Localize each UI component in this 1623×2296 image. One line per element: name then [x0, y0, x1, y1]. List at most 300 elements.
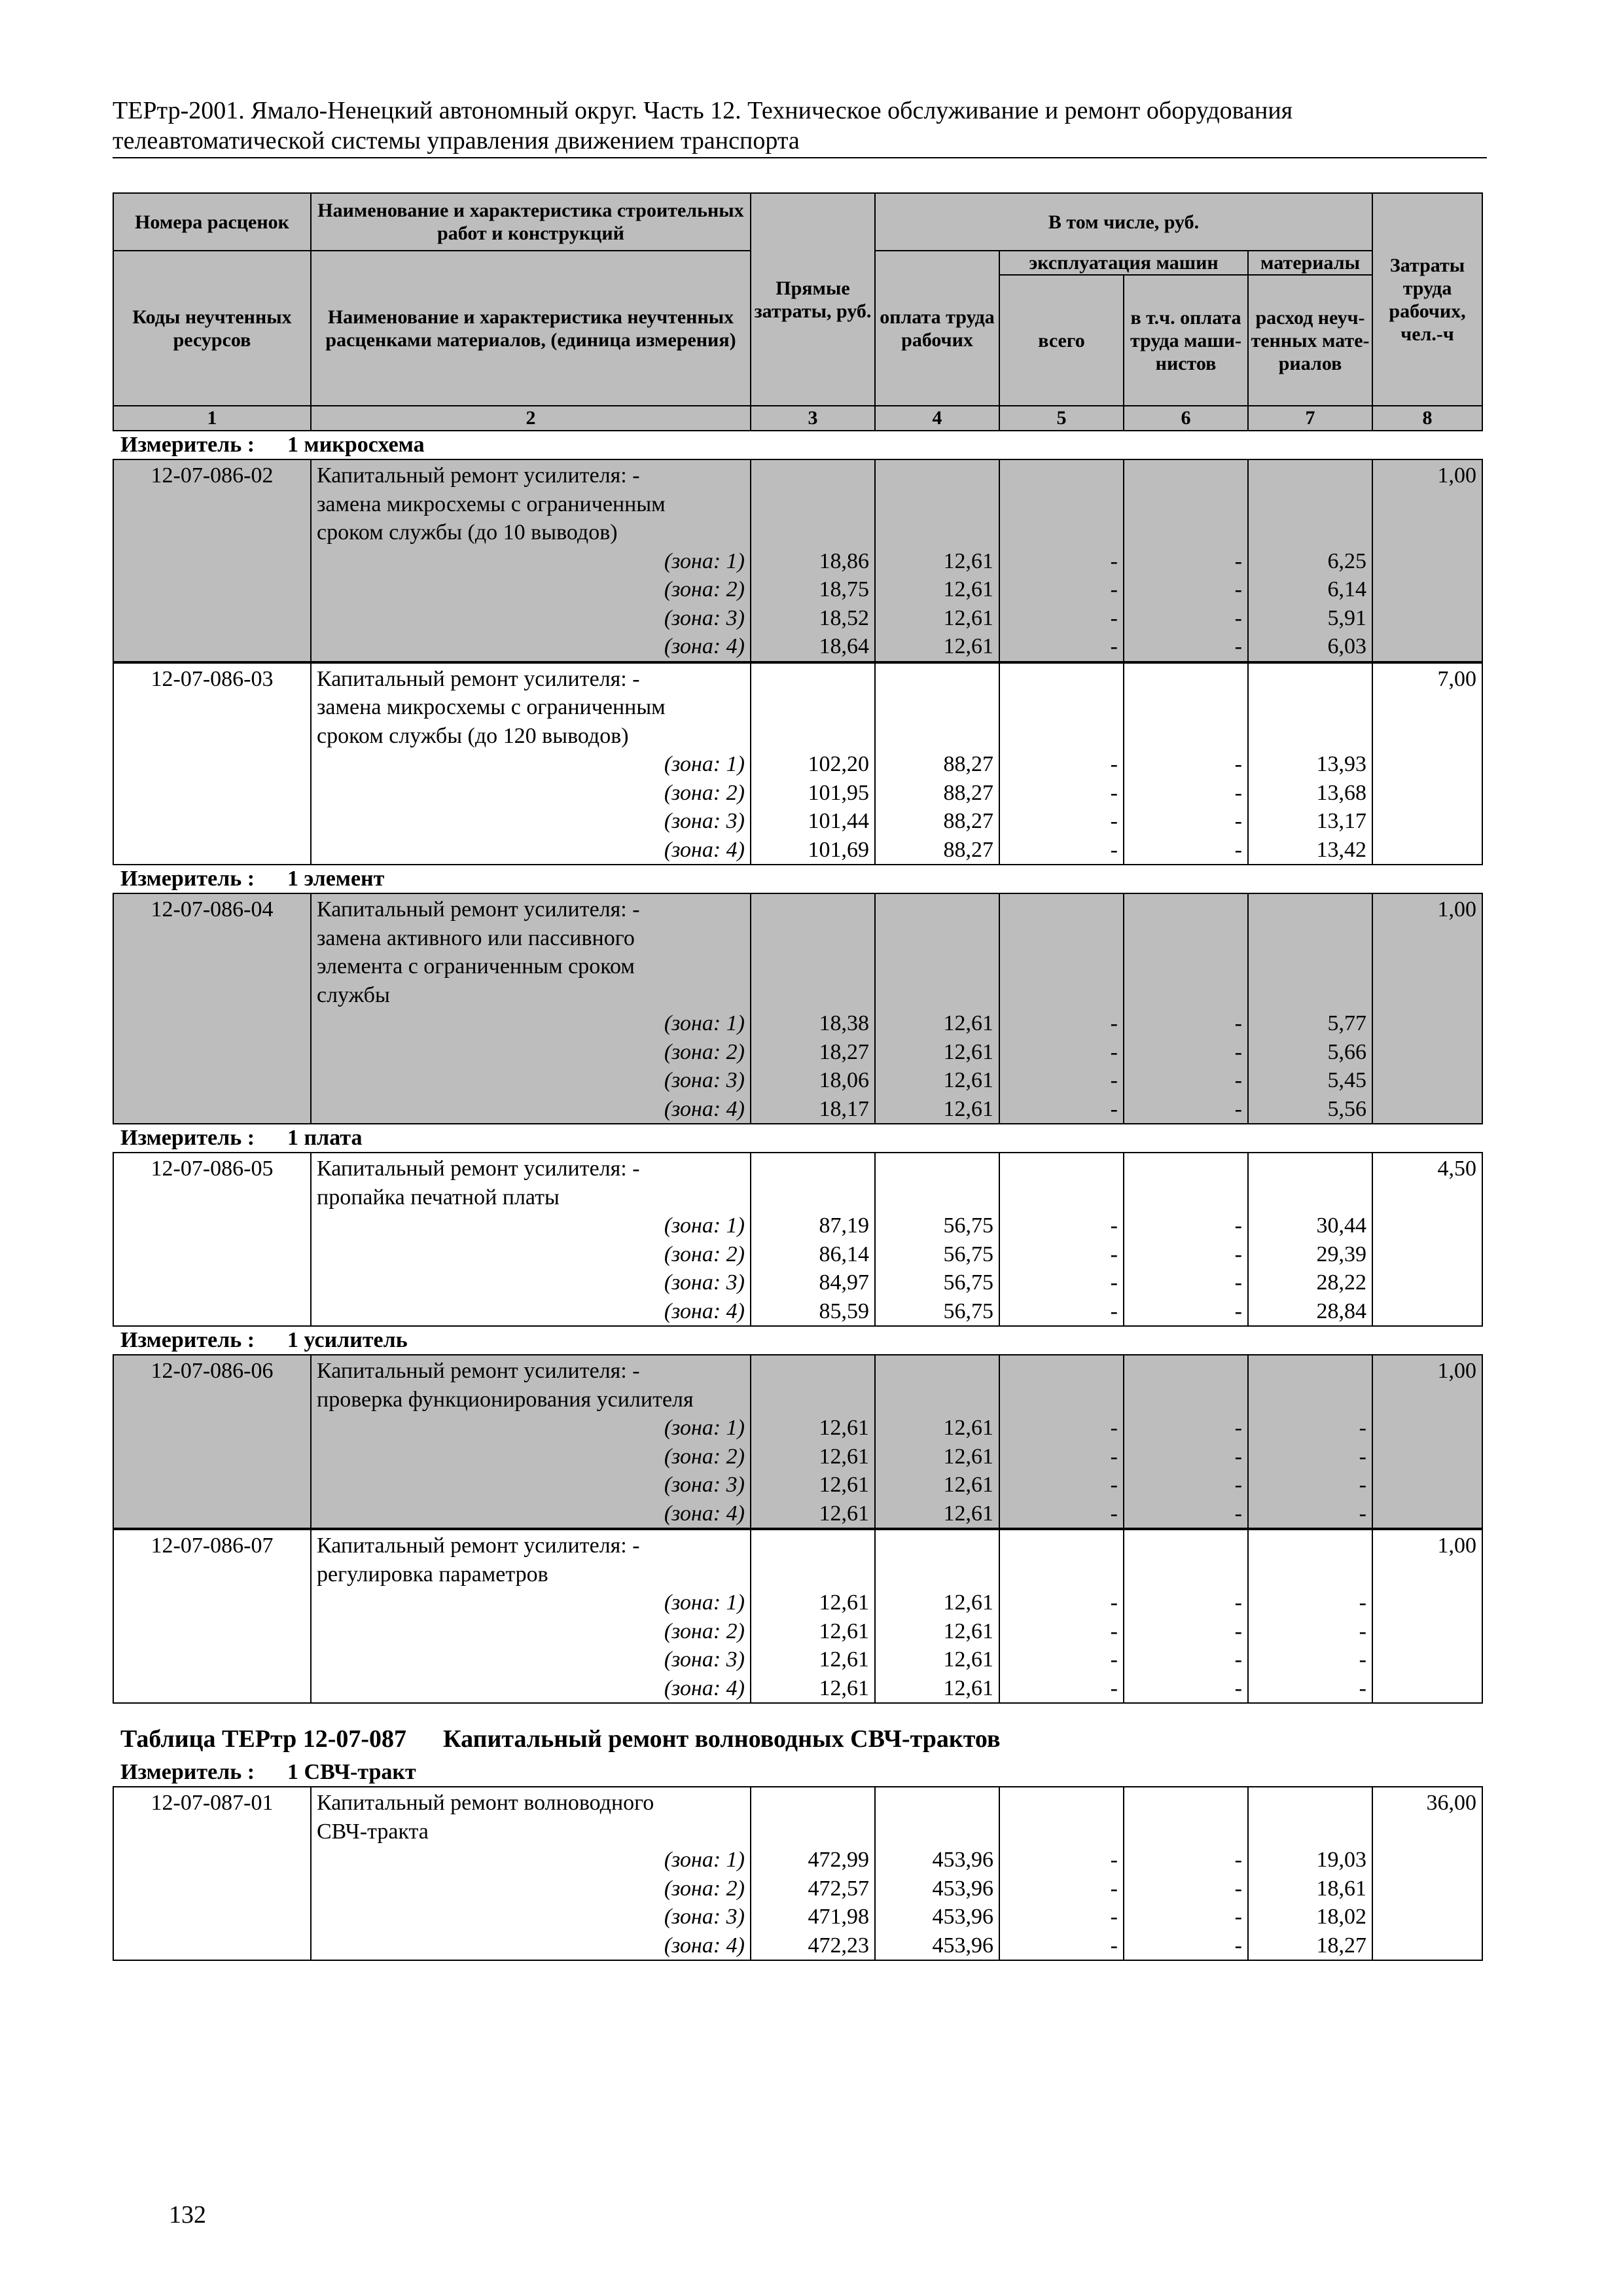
- blank-line: [1130, 490, 1242, 519]
- rate-name-line: пропайка печатной платы: [317, 1185, 560, 1210]
- blank-line: [1130, 693, 1242, 722]
- blank-line: [1130, 1789, 1242, 1818]
- measure-label: Измеритель :: [120, 1760, 255, 1784]
- blank-line: [1254, 461, 1366, 490]
- labor-cost-cell: [1372, 459, 1482, 662]
- wage-value: 56,75: [943, 1299, 993, 1323]
- machines-value: -: [1110, 1213, 1118, 1238]
- direct-cost-value: 12,61: [819, 1444, 869, 1469]
- wage-value: 12,61: [943, 1590, 993, 1615]
- machines-value: -: [1110, 1068, 1118, 1092]
- measure-unit: 1 микросхема: [287, 433, 425, 457]
- machinist-wage-value: -: [1234, 1848, 1242, 1872]
- wage-value: 12,61: [943, 1011, 993, 1035]
- wage-value: 453,96: [932, 1848, 993, 1872]
- labor-cost-value: 4,50: [1437, 1157, 1476, 1181]
- blank-line: [757, 1560, 869, 1589]
- machinist-wage-value: -: [1234, 780, 1242, 805]
- direct-cost-value: 12,61: [819, 1416, 869, 1440]
- zone-label: (зона: 2): [664, 780, 745, 805]
- wage-value: 88,27: [943, 780, 993, 805]
- machines-value: -: [1110, 1676, 1118, 1700]
- direct-cost-value: 18,27: [819, 1039, 869, 1064]
- rate-code-cell: [113, 1355, 311, 1528]
- machines-value-cell: [999, 459, 1124, 662]
- rate-item: [113, 459, 1483, 662]
- measure-label: Измеритель :: [120, 433, 255, 457]
- materials-value: 18,02: [1316, 1905, 1366, 1929]
- zone-label: (зона: 4): [664, 634, 745, 658]
- blank-line: [1254, 1357, 1366, 1386]
- wage-value: 12,61: [943, 548, 993, 573]
- wage-value: 12,61: [943, 1647, 993, 1672]
- blank-line: [1130, 981, 1242, 1010]
- measure-row: [113, 1759, 1482, 1786]
- rate-code: 12-07-087-01: [151, 1791, 274, 1815]
- rates-document: [113, 192, 1482, 1961]
- machinist-wage-value: -: [1234, 1416, 1242, 1440]
- header-labor-costs: Затраты труда рабочих, чел.-ч: [1372, 193, 1482, 406]
- wage-value: 12,61: [943, 634, 993, 658]
- zone-label: (зона: 4): [664, 1676, 745, 1700]
- table-row: [113, 1355, 1482, 1528]
- zone-label: (зона: 4): [664, 837, 745, 862]
- direct-cost-value: 18,64: [819, 634, 869, 658]
- table-row: [113, 1787, 1482, 1960]
- machinist-wage-value: -: [1234, 1444, 1242, 1469]
- blank-line: [881, 1560, 993, 1589]
- machinist-wage-value: -: [1234, 752, 1242, 776]
- rate-name-line: проверка функционирования усилителя: [317, 1387, 694, 1412]
- blank-line: [1005, 1357, 1118, 1386]
- machinist-wage-value-cell: [1124, 1530, 1248, 1703]
- machinist-wage-value-cell: [1124, 1355, 1248, 1528]
- zone-label: (зона: 3): [664, 1647, 745, 1672]
- machinist-wage-value: -: [1234, 1876, 1242, 1901]
- direct-cost-value: 18,52: [819, 605, 869, 630]
- materials-value-cell: [1248, 663, 1372, 865]
- materials-value: 6,14: [1327, 577, 1366, 601]
- rate-item: [113, 662, 1483, 866]
- materials-value: 5,77: [1327, 1011, 1366, 1035]
- blank-line: [1130, 1386, 1242, 1414]
- blank-line: [757, 1357, 869, 1386]
- machines-value: -: [1110, 1619, 1118, 1643]
- blank-line: [1254, 1155, 1366, 1183]
- blank-line: [881, 1357, 993, 1386]
- machinist-wage-value-cell: [1124, 893, 1248, 1124]
- rate-name-line: службы: [317, 982, 390, 1007]
- materials-value-cell: [1248, 1787, 1372, 1960]
- machinist-wage-value: -: [1234, 1676, 1242, 1700]
- header-machines-total: всего: [999, 275, 1124, 406]
- rate-code: 12-07-086-02: [151, 463, 274, 488]
- measure-unit: 1 усилитель: [287, 1328, 408, 1352]
- machines-value: -: [1110, 1270, 1118, 1295]
- blank-line: [1005, 1818, 1118, 1846]
- rate-code: 12-07-086-04: [151, 897, 274, 922]
- blank-line: [1130, 722, 1242, 751]
- machinist-wage-value-cell: [1124, 663, 1248, 865]
- materials-value: 6,25: [1327, 548, 1366, 573]
- blank-line: [1005, 490, 1118, 519]
- labor-cost-cell: [1372, 1787, 1482, 1960]
- machines-value-cell: [999, 1787, 1124, 1960]
- direct-cost-value-cell: [751, 1787, 875, 1960]
- machinist-wage-value: -: [1234, 1039, 1242, 1064]
- labor-cost-cell: [1372, 663, 1482, 865]
- table-name: Капитальный ремонт волноводных СВЧ-трактов: [443, 1725, 1001, 1753]
- measure-label: Измеритель :: [120, 1328, 255, 1352]
- blank-line: [1005, 895, 1118, 924]
- blank-line: [881, 1183, 993, 1212]
- zone-label: (зона: 2): [664, 1444, 745, 1469]
- machinist-wage-value: -: [1234, 1096, 1242, 1121]
- blank-line: [1254, 1560, 1366, 1589]
- rate-name-line: Капитальный ремонт усилителя: -: [317, 897, 640, 922]
- wage-value-cell: [875, 1153, 999, 1326]
- machinist-wage-value: -: [1234, 809, 1242, 833]
- rate-item: [113, 1354, 1483, 1529]
- measure-unit: 1 элемент: [287, 867, 385, 891]
- machines-value: -: [1110, 1444, 1118, 1469]
- materials-value-cell: [1248, 459, 1372, 662]
- direct-cost-value: 18,06: [819, 1068, 869, 1092]
- machines-value: -: [1110, 1876, 1118, 1901]
- machinist-wage-value: -: [1234, 605, 1242, 630]
- wage-value: 12,61: [943, 1416, 993, 1440]
- machinist-wage-value: -: [1234, 1270, 1242, 1295]
- rate-name-line: Капитальный ремонт усилителя: -: [317, 666, 640, 691]
- wage-value: 12,61: [943, 1676, 993, 1700]
- machinist-wage-value: -: [1234, 1905, 1242, 1929]
- direct-cost-value: 12,61: [819, 1590, 869, 1615]
- rate-item: [113, 893, 1483, 1124]
- zone-label: (зона: 4): [664, 1933, 745, 1958]
- blank-line: [881, 895, 993, 924]
- machines-value: -: [1110, 1473, 1118, 1497]
- wage-value: 88,27: [943, 837, 993, 862]
- labor-cost-cell: [1372, 893, 1482, 1124]
- blank-line: [1130, 518, 1242, 547]
- direct-cost-value-cell: [751, 1153, 875, 1326]
- blank-line: [881, 981, 993, 1010]
- direct-cost-value: 472,23: [808, 1933, 869, 1958]
- blank-line: [881, 1386, 993, 1414]
- blank-line: [757, 924, 869, 953]
- blank-line: [1005, 1560, 1118, 1589]
- direct-cost-value: 12,61: [819, 1676, 869, 1700]
- direct-cost-value: 471,98: [808, 1905, 869, 1929]
- rate-code: 12-07-086-03: [151, 666, 274, 691]
- machinist-wage-value: -: [1234, 1501, 1242, 1526]
- rate-name-cell: [311, 1355, 751, 1528]
- machinist-wage-value-cell: [1124, 1787, 1248, 1960]
- header-work-name: Наименование и характеристика строительных работ и конструкций: [311, 193, 751, 251]
- wage-value: 12,61: [943, 1096, 993, 1121]
- header-column-numbers: [113, 406, 1482, 431]
- blank-line: [1005, 1532, 1118, 1560]
- header-direct-costs: Прямые затраты, руб.: [751, 193, 875, 406]
- wage-value: 12,61: [943, 1039, 993, 1064]
- machines-value: -: [1110, 1416, 1118, 1440]
- blank-line: [1005, 952, 1118, 981]
- blank-line: [1254, 924, 1366, 953]
- direct-cost-value: 12,61: [819, 1647, 869, 1672]
- machines-value-cell: [999, 893, 1124, 1124]
- labor-cost-value: 1,00: [1437, 897, 1476, 922]
- materials-value: 5,45: [1327, 1068, 1366, 1092]
- machines-value: -: [1110, 780, 1118, 805]
- table-row: [113, 663, 1482, 865]
- labor-cost-value: 1,00: [1437, 1359, 1476, 1383]
- column-number: 2: [311, 406, 751, 431]
- materials-value-cell: [1248, 1355, 1372, 1528]
- header-machinist-wages: в т.ч. оплата труда маши-нистов: [1124, 275, 1248, 406]
- blank-line: [1130, 924, 1242, 953]
- materials-value: 13,17: [1316, 809, 1366, 833]
- zone-label: (зона: 4): [664, 1501, 745, 1526]
- blank-line: [881, 1155, 993, 1183]
- rate-name-line: сроком службы (до 120 выводов): [317, 723, 629, 748]
- blank-line: [757, 1818, 869, 1846]
- direct-cost-value: 86,14: [819, 1242, 869, 1266]
- materials-value: 30,44: [1316, 1213, 1366, 1238]
- blank-line: [757, 665, 869, 694]
- direct-cost-value-cell: [751, 893, 875, 1124]
- rate-name-line: Капитальный ремонт усилителя: -: [317, 1359, 640, 1383]
- direct-cost-value: 101,69: [808, 837, 869, 862]
- blank-line: [757, 1386, 869, 1414]
- direct-cost-value: 12,61: [819, 1473, 869, 1497]
- rate-name-line: регулировка параметров: [317, 1562, 548, 1587]
- machines-value: -: [1110, 1647, 1118, 1672]
- machinist-wage-value: -: [1234, 577, 1242, 601]
- header-resource-codes: Коды неучтенных ресурсов: [113, 251, 311, 406]
- direct-cost-value: 85,59: [819, 1299, 869, 1323]
- rate-name-cell: [311, 1153, 751, 1326]
- blank-line: [1254, 1818, 1366, 1846]
- rate-name-line: Капитальный ремонт усилителя: -: [317, 1534, 640, 1558]
- blank-line: [1130, 461, 1242, 490]
- wage-value: 88,27: [943, 809, 993, 833]
- header-materials-name: Наименование и характеристика неучтенных расценками материалов, (единица измерения): [311, 251, 751, 406]
- blank-line: [1005, 1789, 1118, 1818]
- materials-value: 19,03: [1316, 1848, 1366, 1872]
- zone-label: (зона: 3): [664, 1270, 745, 1295]
- wage-value: 56,75: [943, 1270, 993, 1295]
- machinist-wage-value-cell: [1124, 459, 1248, 662]
- direct-cost-value: 18,38: [819, 1011, 869, 1035]
- rate-name-line: СВЧ-тракта: [317, 1819, 429, 1844]
- wage-value: 12,61: [943, 1473, 993, 1497]
- materials-value: 13,68: [1316, 780, 1366, 805]
- header-rule: [113, 157, 1487, 158]
- blank-line: [757, 1155, 869, 1183]
- blank-line: [1254, 895, 1366, 924]
- rate-code: 12-07-086-07: [151, 1534, 274, 1558]
- blank-line: [881, 490, 993, 519]
- blank-line: [1254, 518, 1366, 547]
- blank-line: [1005, 1183, 1118, 1212]
- materials-value: 5,56: [1327, 1096, 1366, 1121]
- table-header: [113, 192, 1483, 431]
- wage-value: 56,75: [943, 1213, 993, 1238]
- header-rate-numbers: Номера расценок: [113, 193, 311, 251]
- blank-line: [881, 722, 993, 751]
- column-number: 4: [875, 406, 999, 431]
- blank-line: [1254, 665, 1366, 694]
- direct-cost-value: 87,19: [819, 1213, 869, 1238]
- blank-line: [1130, 1560, 1242, 1589]
- materials-value: 5,66: [1327, 1039, 1366, 1064]
- zone-label: (зона: 2): [664, 1039, 745, 1064]
- blank-line: [1005, 1386, 1118, 1414]
- blank-line: [757, 490, 869, 519]
- blank-line: [757, 693, 869, 722]
- materials-value: 5,91: [1327, 605, 1366, 630]
- blank-line: [1254, 981, 1366, 1010]
- machines-value: -: [1110, 1011, 1118, 1035]
- blank-line: [1005, 518, 1118, 547]
- blank-line: [757, 895, 869, 924]
- blank-line: [881, 518, 993, 547]
- machines-value-cell: [999, 1153, 1124, 1326]
- machines-value: -: [1110, 1096, 1118, 1121]
- running-header: [113, 96, 1487, 156]
- zone-label: (зона: 1): [664, 1213, 745, 1238]
- machines-value: -: [1110, 1299, 1118, 1323]
- materials-value: 18,61: [1316, 1876, 1366, 1901]
- table-code: Таблица ТЕРтр 12-07-087: [120, 1725, 407, 1753]
- machines-value: -: [1110, 1242, 1118, 1266]
- table-row: [113, 1530, 1482, 1703]
- materials-value: 13,93: [1316, 752, 1366, 776]
- machines-value: -: [1110, 634, 1118, 658]
- materials-value-cell: [1248, 1530, 1372, 1703]
- direct-cost-value: 12,61: [819, 1501, 869, 1526]
- blank-line: [1130, 1818, 1242, 1846]
- rate-name-line: замена активного или пассивного: [317, 925, 635, 950]
- machinist-wage-value: -: [1234, 837, 1242, 862]
- header-wages: оплата труда рабочих: [875, 251, 999, 406]
- zone-label: (зона: 2): [664, 1876, 745, 1901]
- zone-label: (зона: 3): [664, 1473, 745, 1497]
- header-materials: материалы: [1248, 251, 1372, 275]
- rate-code-cell: [113, 663, 311, 865]
- materials-value: -: [1359, 1590, 1366, 1615]
- blank-line: [757, 518, 869, 547]
- zone-label: (зона: 3): [664, 605, 745, 630]
- rate-name-cell: [311, 459, 751, 662]
- blank-line: [881, 693, 993, 722]
- machines-value: -: [1110, 809, 1118, 833]
- blank-line: [757, 722, 869, 751]
- header-unaccounted-materials: расход неуч-тенных мате-риалов: [1248, 275, 1372, 406]
- rate-code-cell: [113, 1530, 311, 1703]
- column-number: 8: [1372, 406, 1482, 431]
- zone-label: (зона: 1): [664, 752, 745, 776]
- blank-line: [1130, 665, 1242, 694]
- rate-name-line: сроком службы (до 10 выводов): [317, 520, 618, 545]
- materials-value: 28,22: [1316, 1270, 1366, 1295]
- header-machines: эксплуатация машин: [999, 251, 1248, 275]
- blank-line: [1005, 461, 1118, 490]
- blank-line: [881, 924, 993, 953]
- zone-label: (зона: 1): [664, 1011, 745, 1035]
- machines-value: -: [1110, 1039, 1118, 1064]
- zone-label: (зона: 1): [664, 1848, 745, 1872]
- wage-value: 12,61: [943, 1501, 993, 1526]
- blank-line: [881, 1818, 993, 1846]
- zone-label: (зона: 2): [664, 1619, 745, 1643]
- labor-cost-value: 36,00: [1426, 1791, 1476, 1815]
- rate-name-cell: [311, 1530, 751, 1703]
- machinist-wage-value: -: [1234, 1933, 1242, 1958]
- labor-cost-cell: [1372, 1530, 1482, 1703]
- machines-value: -: [1110, 1590, 1118, 1615]
- rate-code-cell: [113, 1153, 311, 1326]
- machinist-wage-value: -: [1234, 1011, 1242, 1035]
- labor-cost-value: 1,00: [1437, 463, 1476, 488]
- rate-item: [113, 1529, 1483, 1704]
- direct-cost-value: 12,61: [819, 1619, 869, 1643]
- measure-unit: 1 СВЧ-тракт: [287, 1760, 416, 1784]
- direct-cost-value: 18,86: [819, 548, 869, 573]
- wage-value-cell: [875, 1355, 999, 1528]
- blank-line: [1254, 490, 1366, 519]
- measure-row: [113, 865, 1482, 893]
- header-line-2: телеавтоматической системы управления движением транспорта: [113, 127, 800, 154]
- machines-value: -: [1110, 837, 1118, 862]
- machinist-wage-value: -: [1234, 1213, 1242, 1238]
- machinist-wage-value: -: [1234, 1590, 1242, 1615]
- blank-line: [757, 461, 869, 490]
- direct-cost-value-cell: [751, 459, 875, 662]
- wage-value-cell: [875, 663, 999, 865]
- blank-line: [881, 952, 993, 981]
- blank-line: [1130, 1532, 1242, 1560]
- zone-label: (зона: 1): [664, 1416, 745, 1440]
- machines-value: -: [1110, 1933, 1118, 1958]
- rate-code-cell: [113, 1787, 311, 1960]
- machinist-wage-value: -: [1234, 1068, 1242, 1092]
- machinist-wage-value: -: [1234, 1647, 1242, 1672]
- labor-cost-value: 7,00: [1437, 666, 1476, 691]
- direct-cost-value: 472,99: [808, 1848, 869, 1872]
- wage-value: 12,61: [943, 577, 993, 601]
- zone-label: (зона: 3): [664, 809, 745, 833]
- wage-value: 453,96: [932, 1876, 993, 1901]
- machinist-wage-value: -: [1234, 1299, 1242, 1323]
- machines-value: -: [1110, 548, 1118, 573]
- zone-label: (зона: 1): [664, 548, 745, 573]
- blank-line: [757, 1532, 869, 1560]
- measure-row: [113, 431, 1482, 459]
- materials-value: 29,39: [1316, 1242, 1366, 1266]
- direct-cost-value: 101,44: [808, 809, 869, 833]
- rates-body: [113, 431, 1482, 1704]
- zone-label: (зона: 4): [664, 1299, 745, 1323]
- machines-value-cell: [999, 1355, 1124, 1528]
- direct-cost-value: 18,17: [819, 1096, 869, 1121]
- wage-value-cell: [875, 1787, 999, 1960]
- rate-name-line: элемента с ограниченным сроком: [317, 954, 635, 978]
- blank-line: [1254, 1183, 1366, 1212]
- table-row: [113, 459, 1482, 662]
- column-number: 5: [999, 406, 1124, 431]
- machines-value-cell: [999, 1530, 1124, 1703]
